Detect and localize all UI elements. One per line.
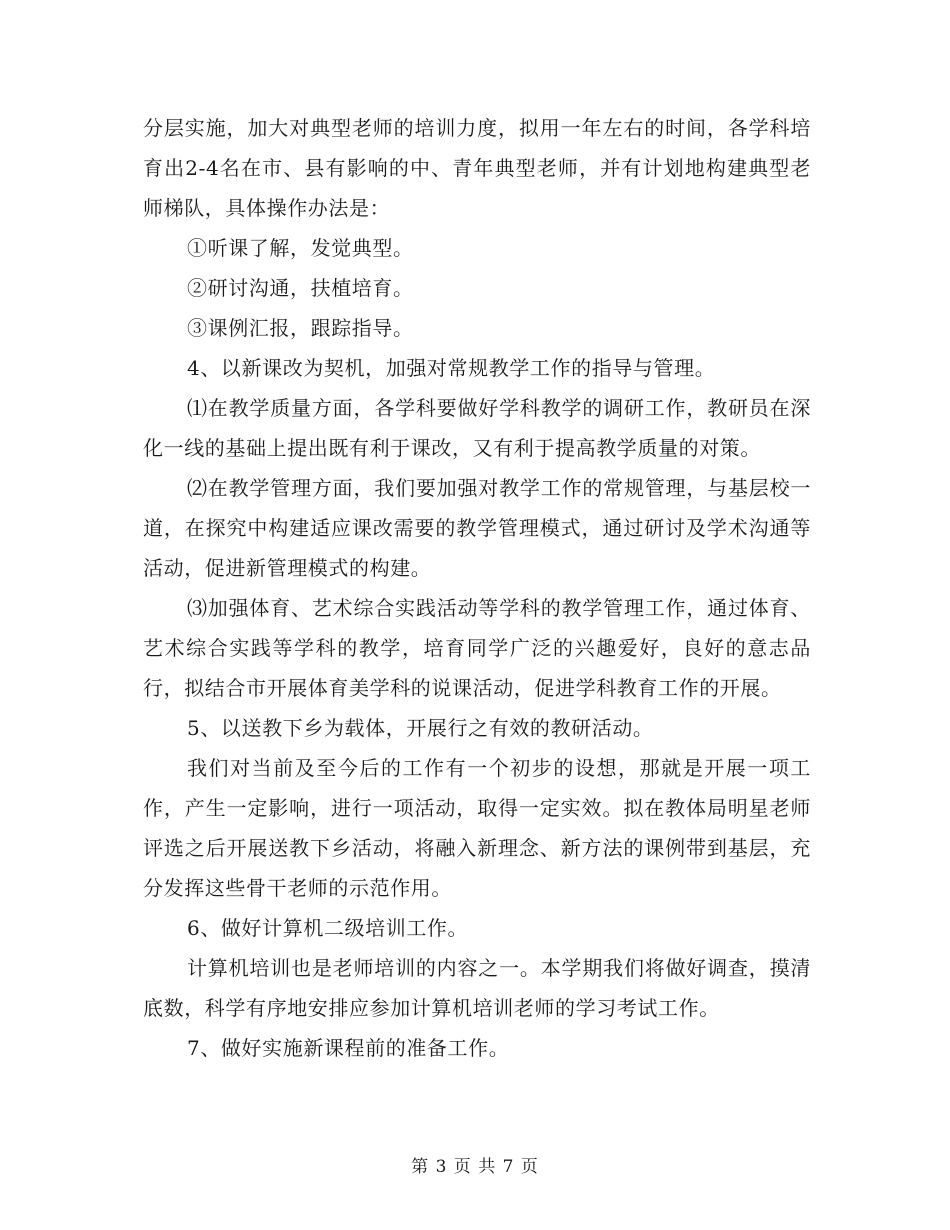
paragraph-section-6: 计算机培训也是老师培训的内容之一。本学期我们将做好调查，摸清底数，科学有序地安排应参加计算机培训老师的学习考试工作。 — [143, 956, 811, 1020]
section-heading-4: 4、以新课改为契机，加强对常规教学工作的指导与管理。 — [187, 356, 716, 380]
page-number-footer: 第 3 页 共 7 页 — [411, 1157, 539, 1177]
paragraph-step-2: ②研讨沟通，扶植培育。 — [187, 276, 414, 300]
paragraph-step-3: ③课例汇报，跟踪指导。 — [187, 316, 414, 340]
paragraph-section-5: 我们对当前及至今后的工作有一个初步的设想，那就是开展一项工作，产生一定影响，进行一项活动，取得一定实效。拟在教体局明星老师评选之后开展送教下乡活动，将融入新理念、新方法的课例带到基层，充分发挥这些骨干老师的示范作用。 — [143, 756, 811, 900]
paragraph-step-1: ①听课了解，发觉典型。 — [187, 236, 414, 260]
section-heading-6: 6、做好计算机二级培训工作。 — [187, 916, 469, 940]
section-heading-7: 7、做好实施新课程前的准备工作。 — [187, 1036, 510, 1060]
paragraph-item-2: ⑵在教学管理方面，我们要加强对教学工作的常规管理，与基层校一道，在探究中构建适应课改需要的教学管理模式，通过研讨及学术沟通等活动，促进新管理模式的构建。 — [143, 476, 811, 580]
document-body — [143, 108, 811, 1068]
section-heading-5: 5、以送教下乡为载体，开展行之有效的教研活动。 — [187, 716, 654, 740]
paragraph-item-1: ⑴在教学质量方面，各学科要做好学科教学的调研工作，教研员在深化一线的基础上提出既有利于课改，又有利于提高教学质量的对策。 — [143, 396, 811, 460]
paragraph-intro: 分层实施，加大对典型老师的培训力度，拟用一年左右的时间，各学科培育出2-4名在市、县有影响的中、青年典型老师，并有计划地构建典型老师梯队，具体操作办法是： — [143, 116, 811, 220]
paragraph-item-3: ⑶加强体育、艺术综合实践活动等学科的教学管理工作，通过体育、艺术综合实践等学科的教学，培育同学广泛的兴趣爱好，良好的意志品行，拟结合市开展体育美学科的说课活动，促进学科教育工作的开展。 — [143, 596, 811, 700]
